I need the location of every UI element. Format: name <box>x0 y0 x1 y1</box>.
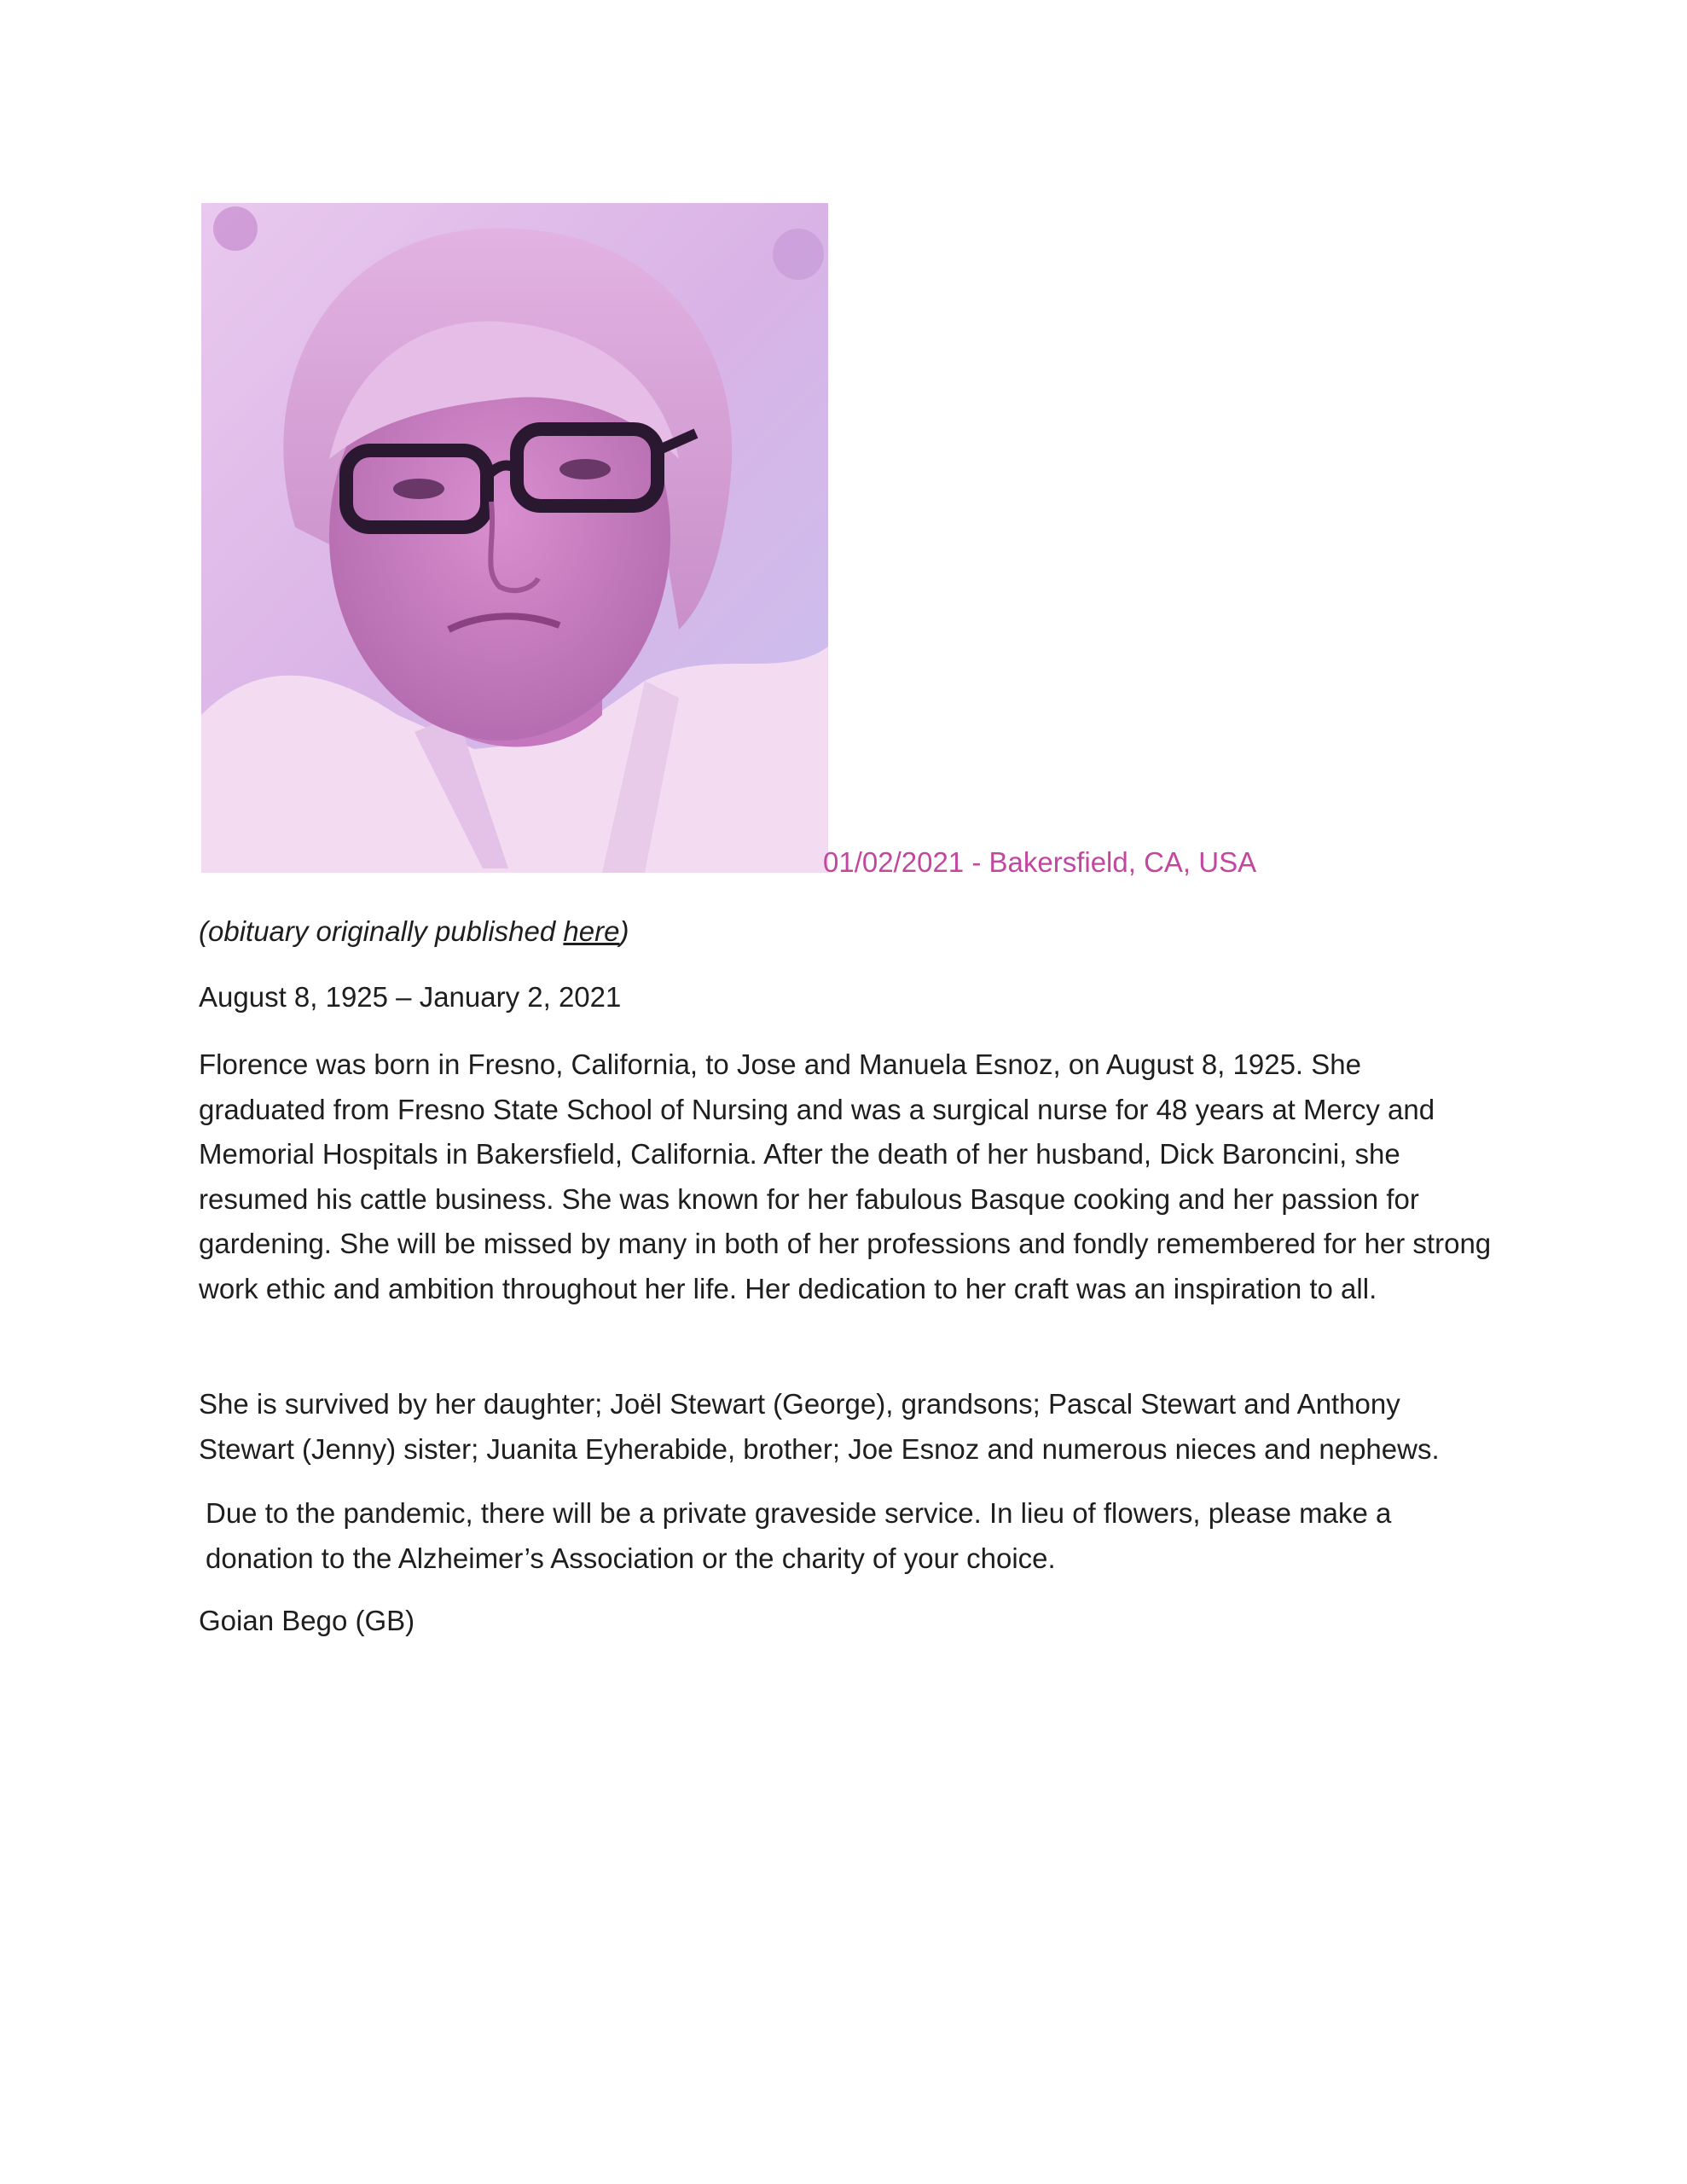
service-paragraph: Due to the pandemic, there will be a private graveside service. In lieu of flowers, please make a donation to the Alzheimer’s Association or the charity of your choice. <box>206 1497 1392 1574</box>
source-prefix: (obituary originally published <box>199 915 564 947</box>
signature: Goian Bego (GB) <box>199 1605 415 1636</box>
life-dates: August 8, 1925 – January 2, 2021 <box>199 981 622 1013</box>
portrait-photo-image <box>201 203 828 873</box>
bio-paragraph: Florence was born in Fresno, California, to Jose and Manuela Esnoz, on August 8, 1925. She graduated from Fresno State School of Nursing and was a surgical nurse for 48 years at Mercy and Memorial Hospitals in Bakersfield, California. After the death of her husband, Dick Baroncini, she resumed his cattle business. She was known for her fabulous Basque cooking and her passion for gardening. She will be missed by many in both of her professions and fondly remembered for her strong work ethic and ambition throughout her life. Her dedication to her craft was an inspiration to all. <box>199 1048 1492 1304</box>
source-suffix: ) <box>619 915 629 947</box>
survivors-paragraph: She is survived by her daughter; Joël Stewart (George), grandsons; Pascal Stewart and Anthony Stewart (Jenny) sister; Juanita Eyherabide, brother; Joe Esnoz and numerous nieces and nephews. <box>199 1388 1440 1465</box>
source-note <box>199 909 1495 955</box>
portrait-photo <box>201 203 828 873</box>
photo-caption: 01/02/2021 - Bakersfield, CA, USA <box>823 846 1257 878</box>
source-link[interactable]: here <box>563 915 620 947</box>
